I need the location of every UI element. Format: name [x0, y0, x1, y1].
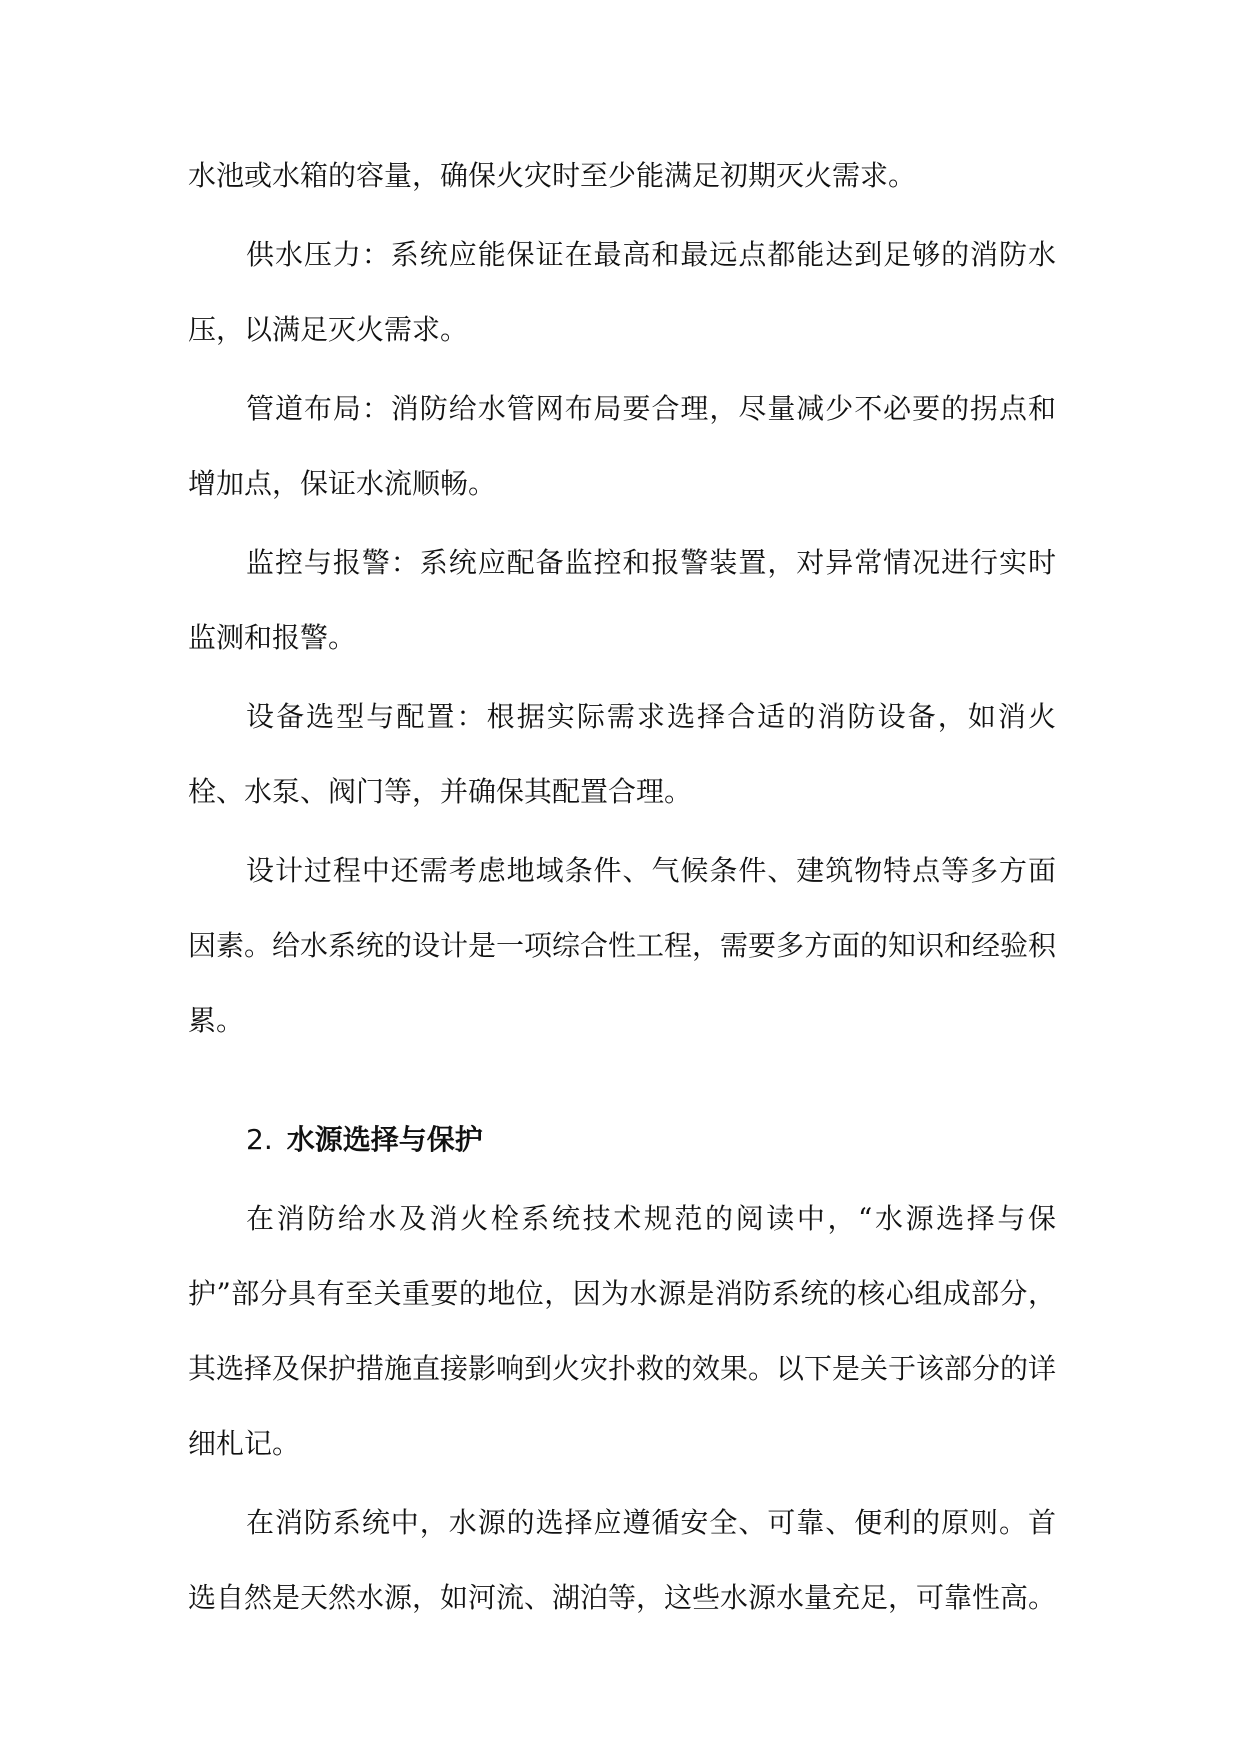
paragraph-design-considerations: 设计过程中还需考虑地域条件、气候条件、建筑物特点等多方面因素。给水系统的设计是一项综合性工程，需要多方面的知识和经验积累。 [188, 854, 1057, 1037]
document-body [188, 138, 1056, 1639]
paragraph-water-source-intro: 在消防给水及消火栓系统技术规范的阅读中，“水源选择与保护”部分具有至关重要的地位，因为水源是消防系统的核心组成部分，其选择及保护措施直接影响到火灾扑救的效果。以下是关于该部分的详细札记。 [188, 1202, 1057, 1460]
paragraph-pipe-layout: 管道布局：消防给水管网布局要合理，尽量减少不必要的拐点和增加点，保证水流顺畅。 [188, 392, 1056, 500]
paragraph-tank-capacity: 水池或水箱的容量，确保火灾时至少能满足初期灭火需求。 [188, 159, 917, 192]
paragraph-monitoring-alarm: 监控与报警：系统应配备监控和报警装置，对异常情况进行实时监测和报警。 [188, 546, 1056, 654]
paragraph-water-source-principles: 在消防系统中，水源的选择应遵循安全、可靠、便利的原则。首选自然是天然水源，如河流、湖泊等，这些水源水量充足，可靠性高。 [188, 1506, 1057, 1614]
paragraph-supply-pressure: 供水压力：系统应能保证在最高和最远点都能达到足够的消防水压，以满足灭火需求。 [188, 238, 1056, 346]
section-number: 2. [246, 1123, 273, 1156]
section-heading [188, 1102, 1056, 1177]
section-title: 水源选择与保护 [286, 1123, 483, 1156]
paragraph-equipment-selection: 设备选型与配置：根据实际需求选择合适的消防设备，如消火栓、水泵、阀门等，并确保其配置合理。 [188, 700, 1056, 808]
